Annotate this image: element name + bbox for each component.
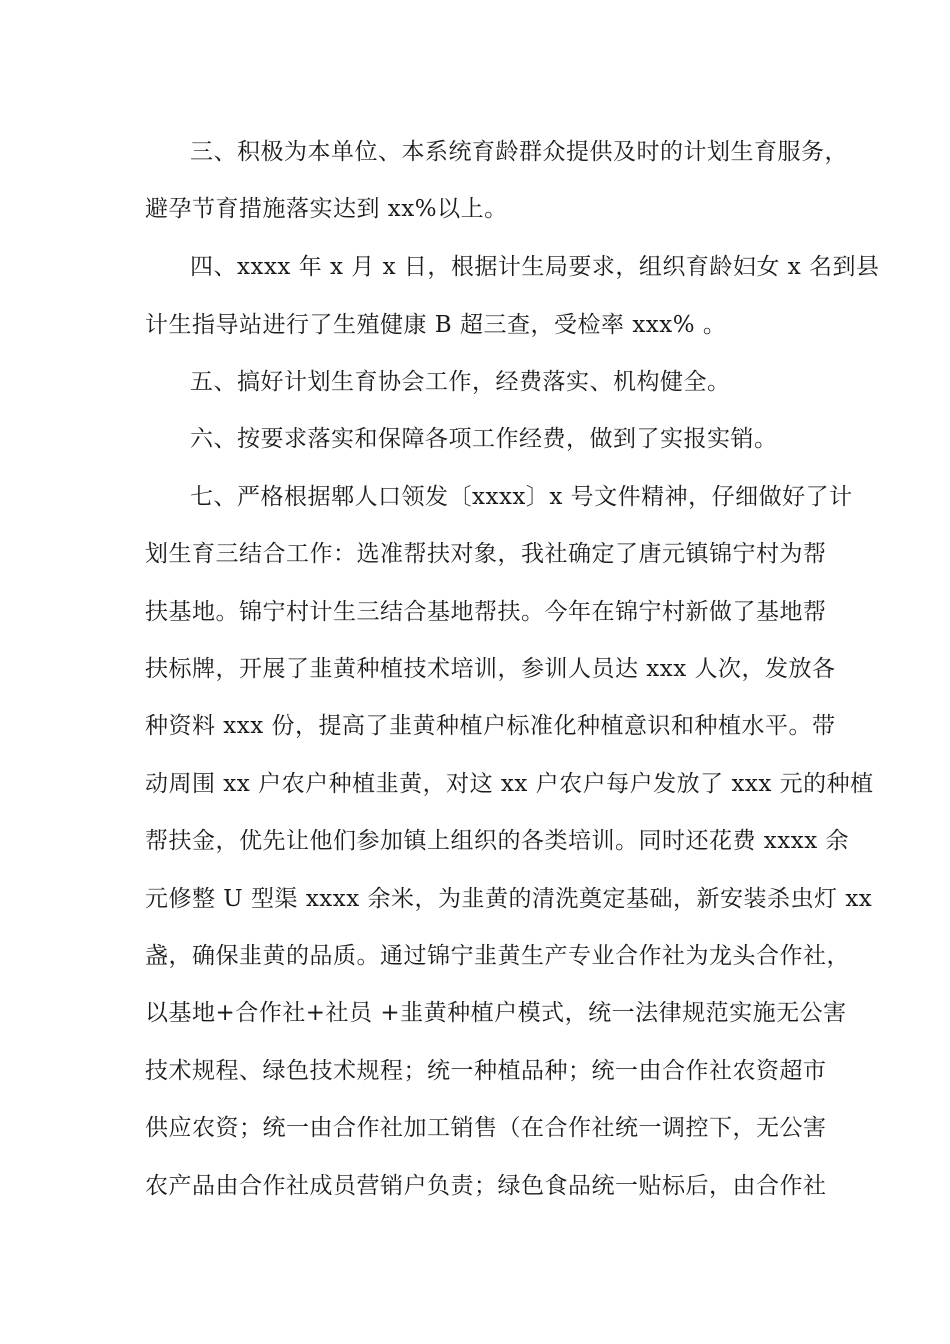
text-line: 元修整 U 型渠 xxxx 余米，为韭黄的清洗奠定基础，新安装杀虫灯 xx bbox=[145, 886, 873, 912]
text-line: 避孕节育措施落实达到 xx%以上。 bbox=[145, 196, 508, 222]
text-line: 种资料 xxx 份，提高了韭黄种植户标准化种植意识和种植水平。带 bbox=[145, 713, 836, 739]
text-line: 盏，确保韭黄的品质。通过锦宁韭黄生产专业合作社为龙头合作社， bbox=[145, 943, 850, 969]
text-line: 三、积极为本单位、本系统育龄群众提供及时的计划生育服务， bbox=[190, 139, 848, 165]
text-line: 扶基地。锦宁村计生三结合基地帮扶。今年在锦宁村新做了基地帮 bbox=[145, 599, 827, 625]
text-line: 动周围 xx 户农户种植韭黄，对这 xx 户农户每户发放了 xxx 元的种植 bbox=[145, 771, 874, 797]
text-line: 划生育三结合工作：选准帮扶对象，我社确定了唐元镇锦宁村为帮 bbox=[145, 541, 827, 567]
text-line: 技术规程、绿色技术规程；统一种植品种；统一由合作社农资超市 bbox=[145, 1058, 827, 1084]
text-line: 五、搞好计划生育协会工作，经费落实、机构健全。 bbox=[190, 369, 731, 395]
text-line: 农产品由合作社成员营销户负责；绿色食品统一贴标后，由合作社 bbox=[145, 1173, 827, 1199]
text-line: 四、xxxx 年 x 月 x 日，根据计生局要求，组织育龄妇女 x 名到县 bbox=[190, 254, 880, 280]
text-line: 计生指导站进行了生殖健康 B 超三查，受检率 xxx% 。 bbox=[145, 312, 727, 338]
text-line: 帮扶金，优先让他们参加镇上组织的各类培训。同时还花费 xxxx 余 bbox=[145, 828, 850, 854]
text-line: 七、严格根据郫人口领发〔xxxx〕x 号文件精神，仔细做好了计 bbox=[190, 484, 853, 510]
text-line: 以基地+合作社+社员 +韭黄种植户模式，统一法律规范实施无公害 bbox=[145, 1000, 847, 1026]
text-line: 供应农资；统一由合作社加工销售（在合作社统一调控下，无公害 bbox=[145, 1115, 827, 1141]
text-line: 六、按要求落实和保障各项工作经费，做到了实报实销。 bbox=[190, 426, 778, 452]
text-line: 扶标牌，开展了韭黄种植技术培训，参训人员达 xxx 人次，发放各 bbox=[145, 656, 836, 682]
